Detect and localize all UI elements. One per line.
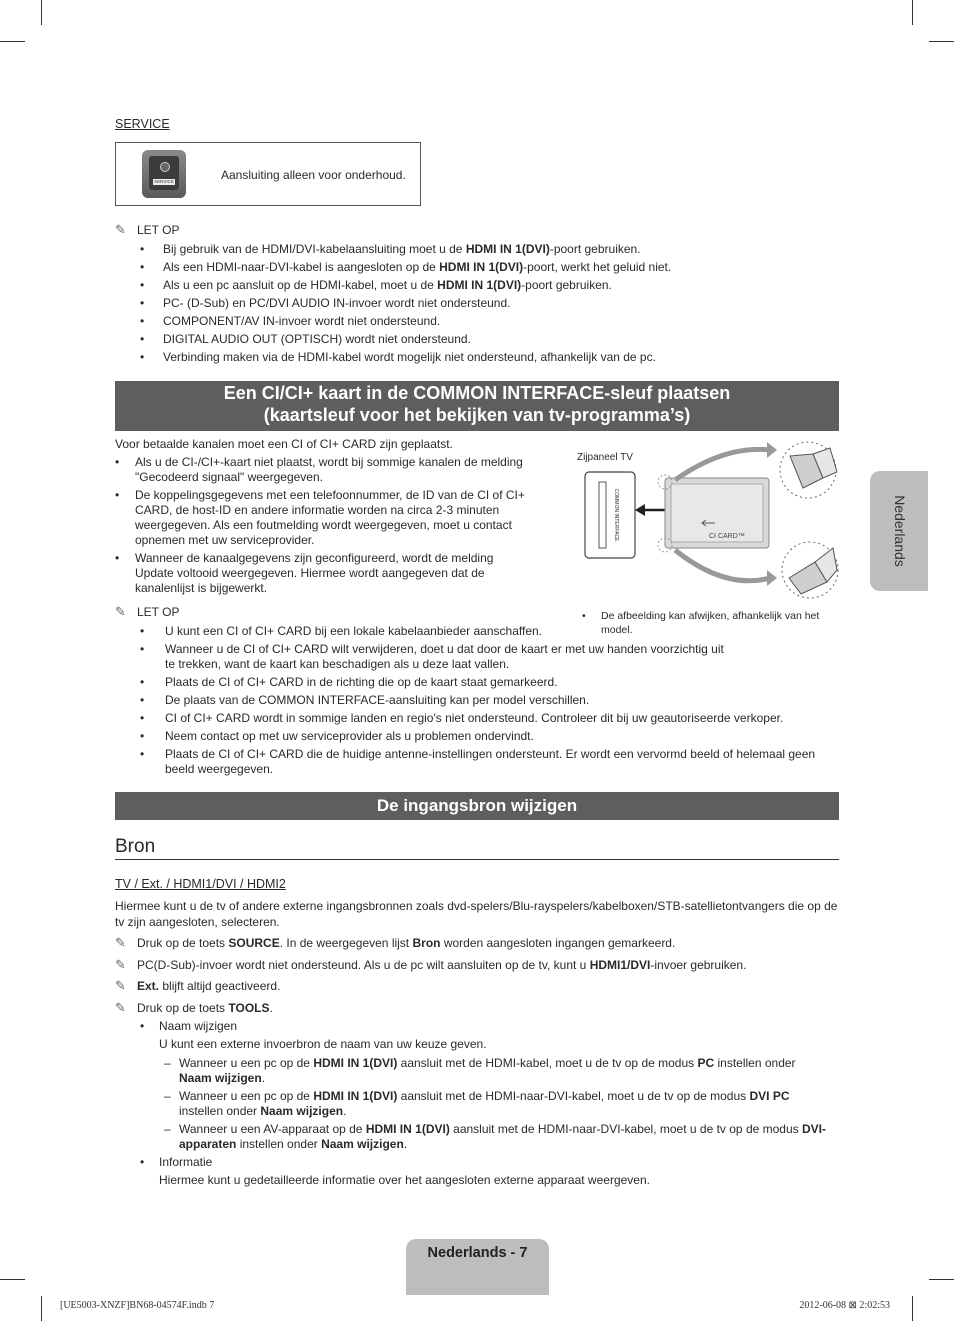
heading-divider (115, 859, 839, 860)
service-box (115, 142, 421, 206)
pencil-note-icon: ✎ (115, 604, 126, 619)
source-note: ✎ Druk op de toets SOURCE. In de weergegeven lijst Bron worden aangesloten ingangen gemarkeerd. (115, 935, 676, 950)
crop-mark (0, 1279, 25, 1280)
ci-title-line2: (kaartsleuf voor het bekijken van tv-programma’s) (263, 405, 691, 425)
rename-title: Naam wijzigen (159, 1019, 238, 1033)
crop-mark (929, 41, 954, 42)
source-intro: Hiermee kunt u de tv of andere externe ingangsbronnen zoals dvd-spelers/Blu-rayspelers/kabelboxen/STB-satellietontvangers die op de tv zijn aangesloten, selecteren. (115, 899, 838, 929)
list-item: • Verbinding maken via de HDMI-kabel wordt mogelijk niet ondersteund, afhankelijk van de pc. (140, 350, 860, 365)
list-item: • CI of CI+ CARD wordt in sommige landen en regio's niet ondersteund. Controleer dit bij uw geautoriseerde verkoper. (140, 711, 820, 726)
list-item: • COMPONENT/AV IN-invoer wordt niet ondersteund. (140, 314, 860, 329)
language-side-tab (870, 471, 928, 591)
source-subheading: TV / Ext. / HDMI1/DVI / HDMI2 (115, 877, 286, 891)
ci-section-title (115, 381, 839, 431)
source-section-title: De ingangsbron wijzigen (115, 792, 839, 820)
note-title: LET OP (137, 223, 180, 237)
source-note: ✎ Druk op de toets TOOLS. (115, 1000, 273, 1015)
list-item: • Als u een pc aansluit op de HDMI-kabel, moet u de HDMI IN 1(DVI)-poort gebruiken. (140, 278, 860, 293)
ci-note-heading (115, 604, 179, 620)
crop-mark (929, 1279, 954, 1280)
pencil-note-icon: ✎ (115, 1000, 126, 1015)
list-item: • Wanneer u de CI of CI+ CARD wilt verwijderen, doet u dat door de kaart er met uw handen voorzichtig uit te trekken, want de kaart kan beschadigen als u deze laat vallen. (140, 642, 725, 672)
list-item (140, 1019, 840, 1152)
list-item: • Bij gebruik van de HDMI/DVI-kabelaansluiting moet u de HDMI IN 1(DVI)-poort gebruiken. (140, 242, 860, 257)
ci-bullets (115, 455, 535, 596)
note-title: LET OP (137, 605, 180, 619)
list-item: • De afbeelding kan afwijken, afhankelijk van het model. (582, 609, 842, 637)
figure-panel-label: Zijpaneel TV (577, 452, 633, 463)
list-item: • Wanneer de kanaalgegevens zijn geconfigureerd, wordt de melding Update voltooid weergegeven. Hiermee wordt aangegeven dat de kanalenlijst is bijgewerkt. (115, 551, 535, 596)
list-item: • Neem contact op met uw serviceprovider als u problemen ondervindt. (140, 729, 820, 744)
ci-title-line1: Een CI/CI+ kaart in de COMMON INTERFACE-sleuf plaatsen (223, 383, 731, 403)
slot-label: COMMON INTERFACE (613, 488, 619, 542)
list-item: • DIGITAL AUDIO OUT (OPTISCH) wordt niet ondersteund. (140, 332, 860, 347)
page-number-tab (406, 1239, 549, 1295)
pencil-note-icon: ✎ (115, 957, 126, 972)
service-label: SERVICE (115, 117, 170, 131)
note1-list (140, 242, 860, 365)
rename-step: – Wanneer u een AV-apparaat op de HDMI IN 1(DVI) aansluit met de HDMI-naar-DVI-kabel, moet u de tv op de modus DVI-apparaten instellen onder Naam wijzigen. (159, 1122, 840, 1152)
rename-step: – Wanneer u een pc op de HDMI IN 1(DVI) aansluit met de HDMI-naar-DVI-kabel, moet u de tv op de modus DVI PC instellen onder Naam wijzigen. (159, 1089, 840, 1119)
service-port-icon (142, 150, 186, 198)
service-icon-tag: SERVICE (154, 179, 174, 184)
list-item: • Als u de CI-/CI+-kaart niet plaatst, wordt bij sommige kanalen de melding "Gecodeerd signaal" weergegeven. (115, 455, 535, 485)
footer-file: [UE5003-XNZF]BN68-04574F.indb 7 (60, 1300, 215, 1311)
crop-mark (0, 41, 25, 42)
list-item: • PC- (D-Sub) en PC/DVI AUDIO IN-invoer wordt niet ondersteund. (140, 296, 860, 311)
list-item: • De plaats van de COMMON INTERFACE-aansluiting kan per model verschillen. (140, 693, 820, 708)
pencil-note-icon: ✎ (115, 222, 126, 237)
list-item: • Plaats de CI of CI+ CARD die de huidige antenne-instellingen ondersteunt. Er wordt een vervormd beeld of helemaal geen beeld weergegeven. (140, 747, 820, 777)
ci-note-list (140, 624, 820, 777)
info-description: Hiermee kunt u gedetailleerde informatie over het aangesloten externe apparaat weergeven. (159, 1173, 650, 1187)
list-item: • Als een HDMI-naar-DVI-kabel is aangesloten op de HDMI IN 1(DVI)-poort, werkt het geluid niet. (140, 260, 860, 275)
page-number: Nederlands - 7 (427, 1245, 528, 1261)
list-item (140, 1155, 840, 1188)
rename-step: – Wanneer u een pc op de HDMI IN 1(DVI) aansluit met de HDMI-kabel, moet u de tv op de modus PC instellen onder Naam wijzigen. (159, 1056, 840, 1086)
pencil-note-icon: ✎ (115, 978, 126, 993)
card-label: CI CARD™ (709, 533, 745, 540)
bron-heading: Bron (115, 836, 156, 857)
list-item: • Plaats de CI of CI+ CARD in de richting die op de kaart staat gemarkeerd. (140, 675, 820, 690)
tools-list (140, 1019, 840, 1188)
ci-card-illustration (575, 440, 840, 600)
list-item: • U kunt een CI of CI+ CARD bij een lokale kabelaanbieder aanschaffen. (140, 624, 820, 639)
source-note: ✎ Ext. blijft altijd geactiveerd. (115, 978, 281, 993)
crop-mark (41, 1296, 42, 1321)
note-heading (115, 222, 179, 238)
footer-timestamp: 2012-06-08 ⊠ 2:02:53 (799, 1300, 890, 1311)
crop-mark (41, 0, 42, 25)
info-title: Informatie (159, 1155, 213, 1169)
list-item: • De koppelingsgegevens met een telefoonnummer, de ID van de CI of CI+ CARD, de host-ID en andere informatie worden na circa 2-3 minuten weergegeven. Als een foutmelding wordt weergegeven, moet u contact opnemen met uw serviceprovider. (115, 488, 535, 548)
pencil-note-icon: ✎ (115, 935, 126, 950)
side-tab-label: Nederlands (892, 495, 908, 567)
ci-intro: Voor betaalde kanalen moet een CI of CI+ CARD zijn geplaatst. (115, 437, 453, 451)
crop-mark (912, 1296, 913, 1321)
rename-description: U kunt een externe invoerbron de naam van uw keuze geven. (159, 1037, 487, 1051)
crop-mark (912, 0, 913, 25)
service-description: Aansluiting alleen voor onderhoud. (221, 168, 406, 182)
source-note: ✎ PC(D-Sub)-invoer wordt niet ondersteund. Als u de pc wilt aansluiten op de tv, kunt u HDMI1/DVI-invoer gebruiken. (115, 957, 747, 972)
